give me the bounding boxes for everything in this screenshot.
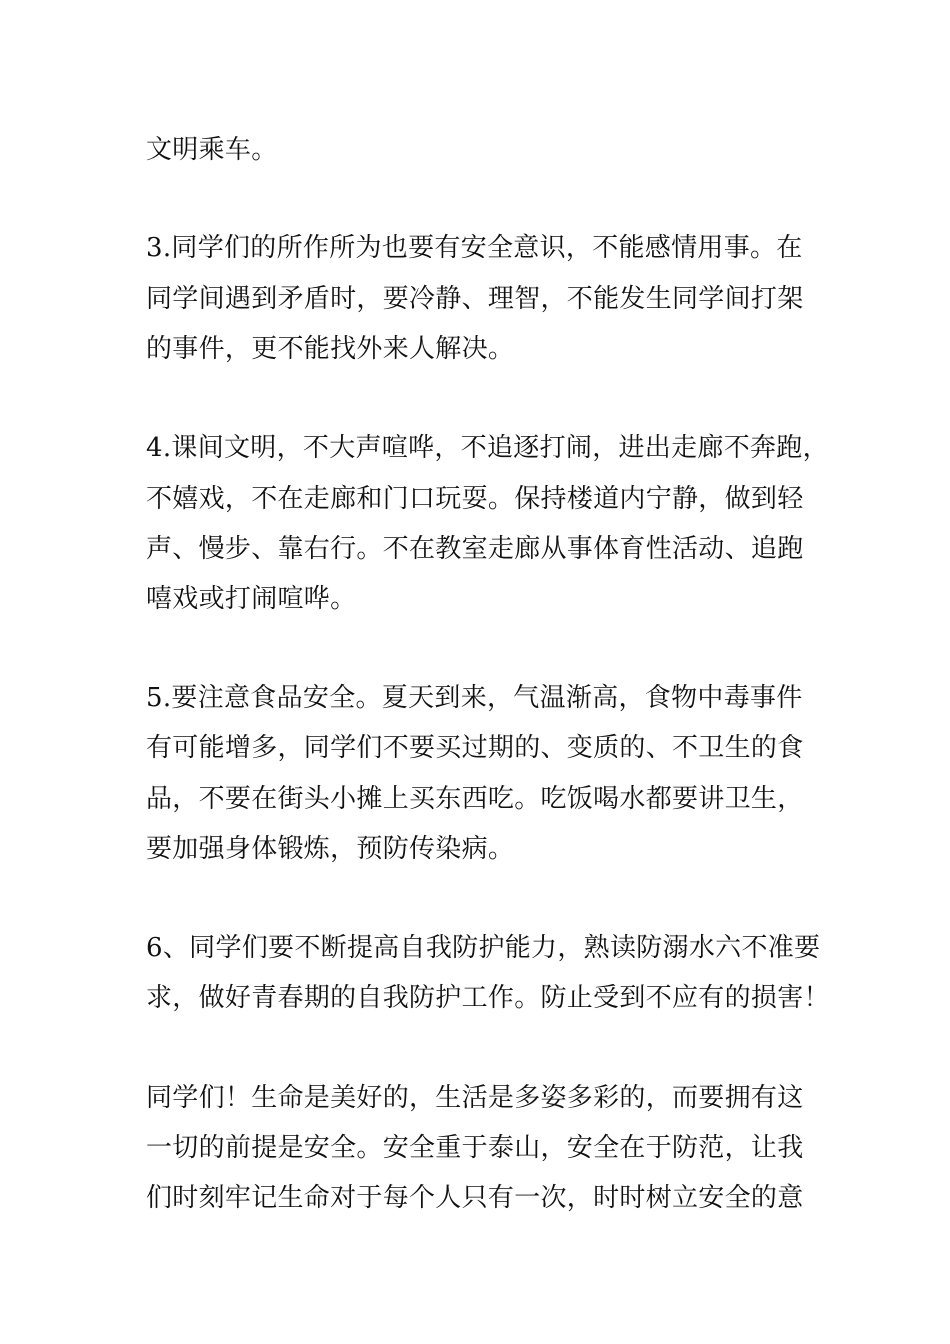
text-line: 嘻戏或打闹喧哗。	[146, 584, 357, 614]
text-line: 一切的前提是安全。安全重于泰山，安全在于防范，让我	[146, 1133, 804, 1163]
text-line: 的事件，更不能找外来人解决。	[146, 334, 515, 364]
text-line: 6、同学们要不断提高自我防护能力，熟读防溺水六不准要	[146, 933, 821, 963]
text-line: 声、慢步、靠右行。不在教室走廊从事体育性活动、追跑	[146, 534, 804, 564]
text-line: 5.要注意食品安全。夏天到来，气温渐高，食物中毒事件	[146, 683, 803, 713]
text-line: 求，做好青春期的自我防护工作。防止受到不应有的损害！	[146, 983, 830, 1013]
text-line: 不嬉戏，不在走廊和门口玩耍。保持楼道内宁静，做到轻	[146, 484, 804, 514]
text-line: 要加强身体锻炼，预防传染病。	[146, 834, 515, 864]
text-line: 有可能增多，同学们不要买过期的、变质的、不卫生的食	[146, 733, 804, 763]
text-line: 们时刻牢记生命对于每个人只有一次，时时树立安全的意	[146, 1183, 804, 1213]
text-line: 同学间遇到矛盾时，要冷静、理智，不能发生同学间打架	[146, 284, 804, 314]
text-line: 品，不要在街头小摊上买东西吃。吃饭喝水都要讲卫生，	[146, 784, 804, 814]
text-line: 3.同学们的所作所为也要有安全意识，不能感情用事。在	[146, 233, 803, 263]
text-line: 同学们！生命是美好的，生活是多姿多彩的，而要拥有这	[146, 1083, 804, 1113]
text-line: 文明乘车。	[146, 135, 278, 165]
text-line: 4.课间文明，不大声喧哗，不追逐打闹，进出走廊不奔跑，	[146, 433, 829, 463]
